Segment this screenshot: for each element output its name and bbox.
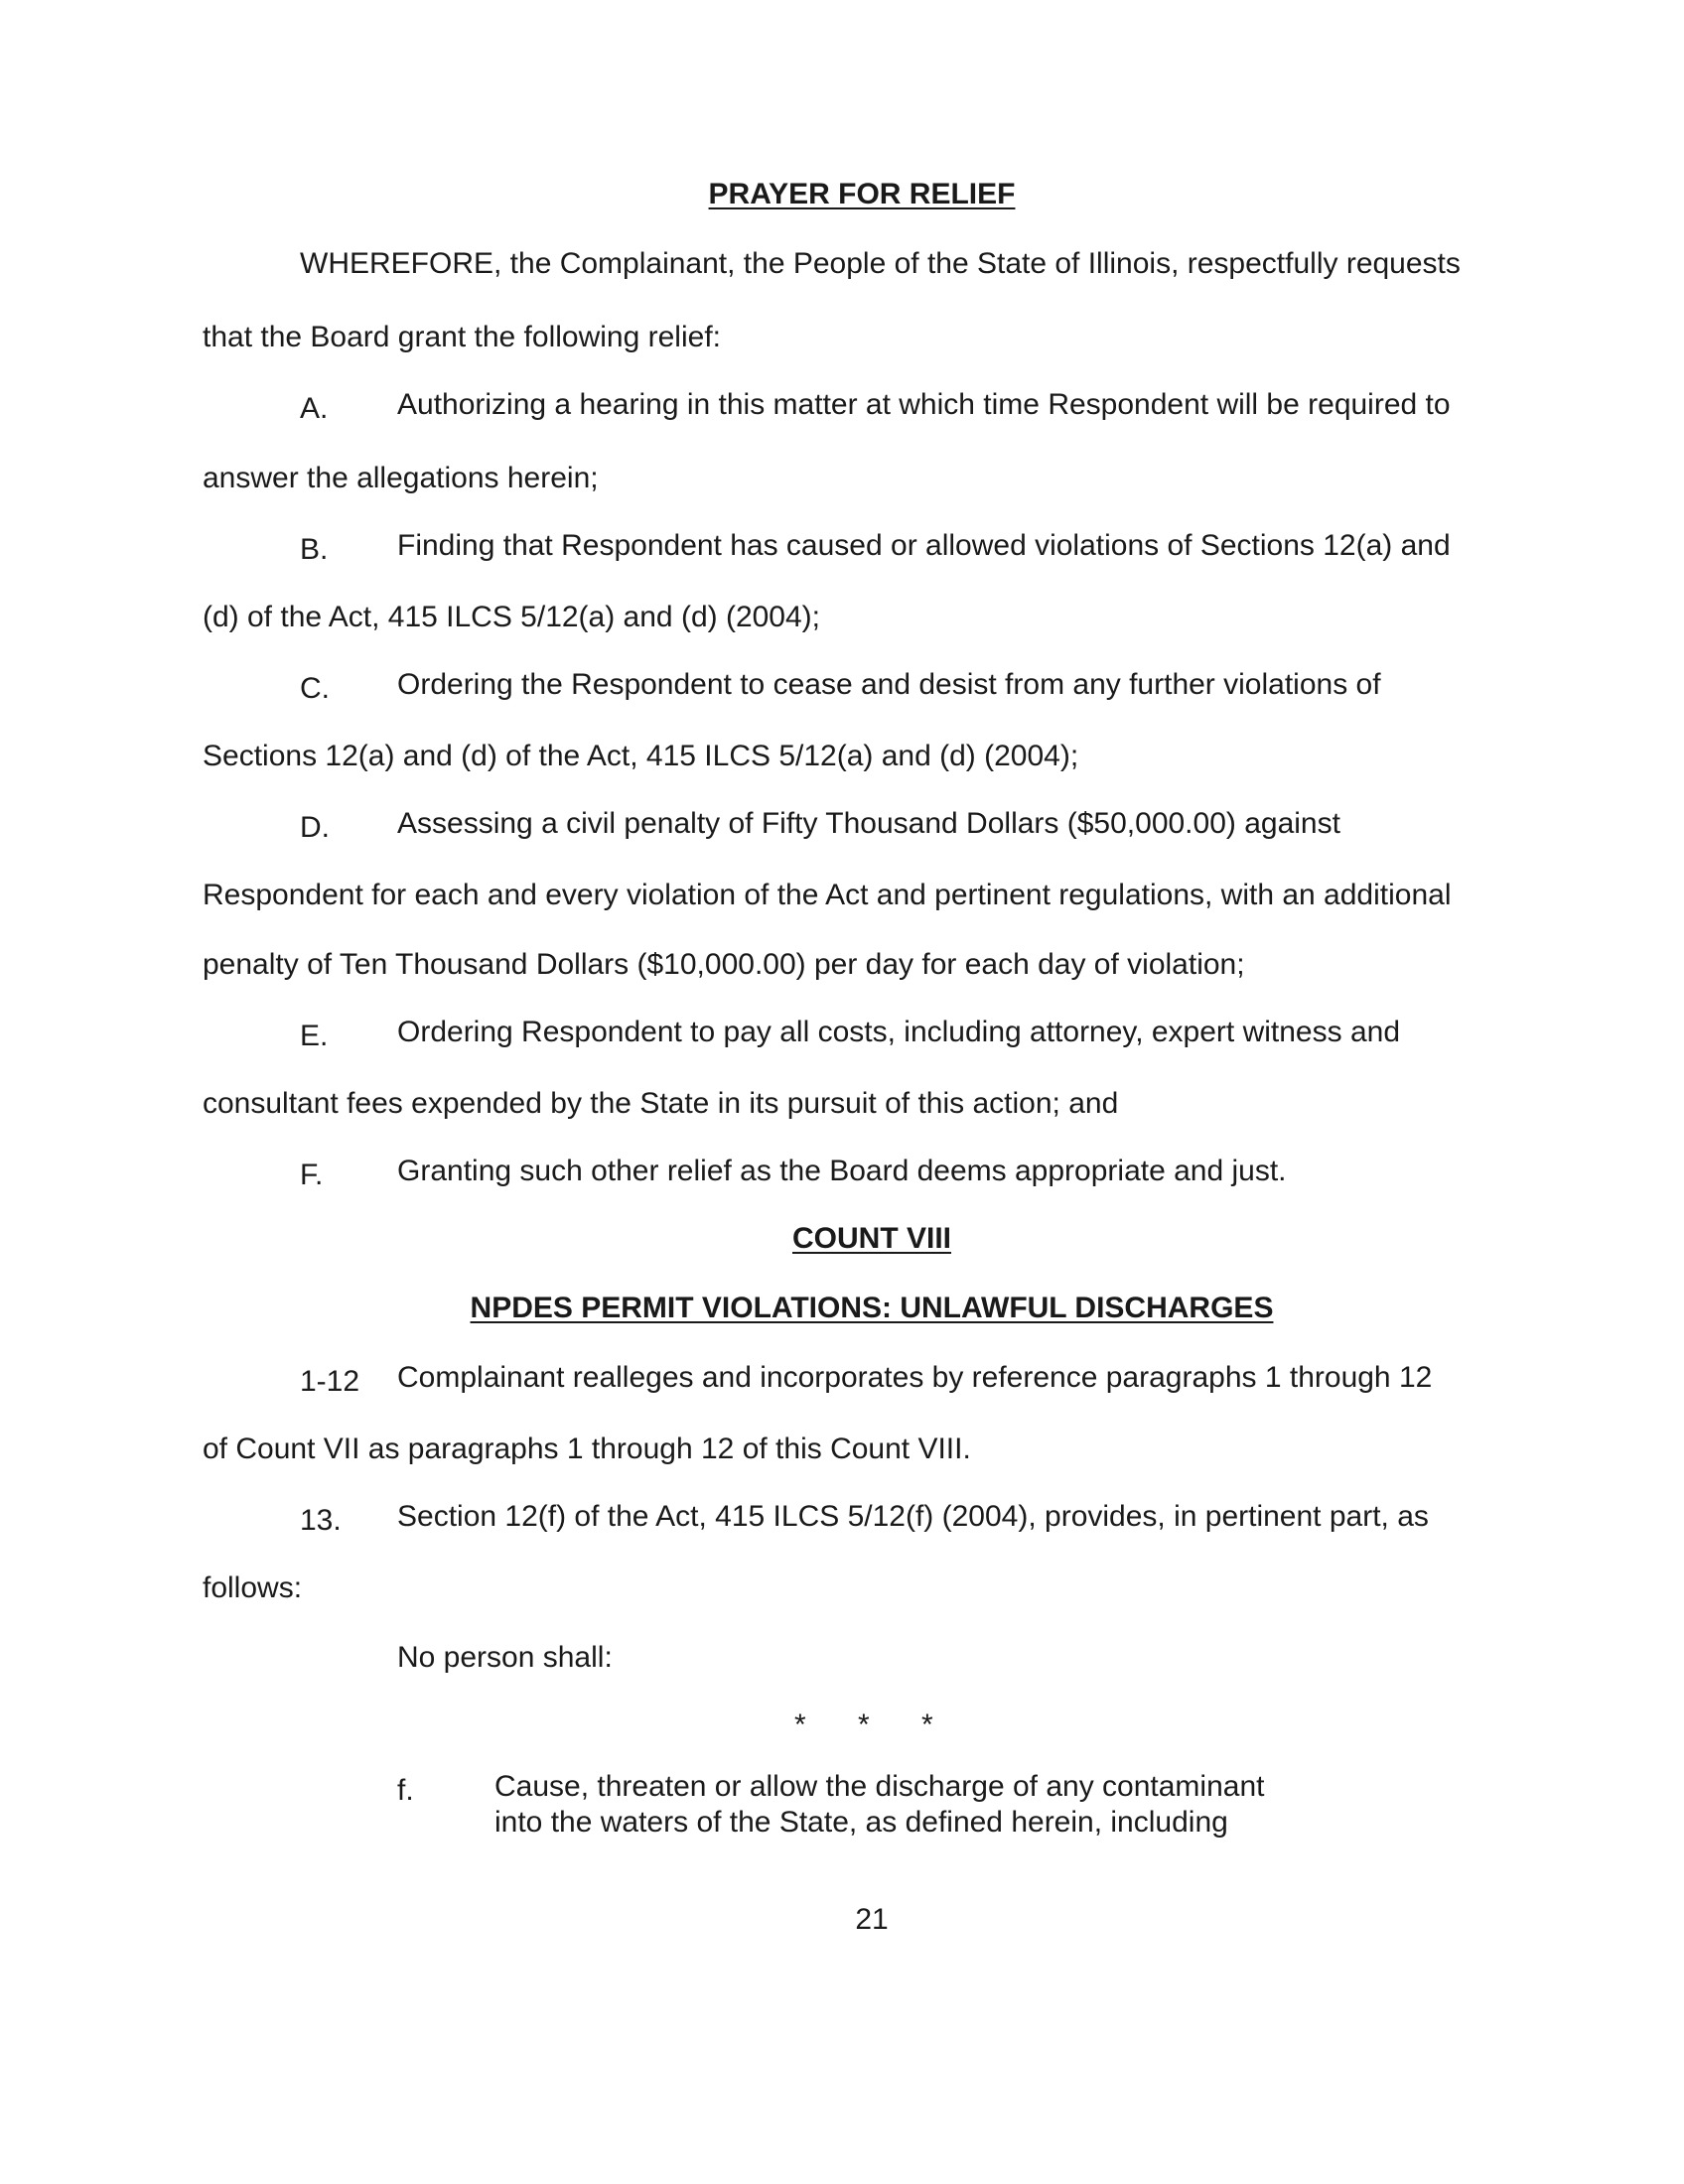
ellipsis-stars: * * * bbox=[794, 1708, 955, 1741]
quote-item-line1: Cause, threaten or allow the discharge of any contaminant bbox=[494, 1770, 1265, 1803]
count-heading: COUNT VIII bbox=[791, 1222, 951, 1255]
item-a-line2: answer the allegations herein; bbox=[203, 462, 599, 494]
item-f-line1: Granting such other relief as the Board deems appropriate and just. bbox=[397, 1155, 1287, 1187]
para-13-line2: follows: bbox=[203, 1571, 303, 1604]
count-subheading: NPDES PERMIT VIOLATIONS: UNLAWFUL DISCHARGES bbox=[470, 1292, 1274, 1324]
item-c-label: C. bbox=[300, 672, 330, 705]
item-e-line1: Ordering Respondent to pay all costs, including attorney, expert witness and bbox=[397, 1016, 1401, 1048]
item-b-line1: Finding that Respondent has caused or allowed violations of Sections 12(a) and bbox=[397, 529, 1451, 562]
quote-item-line2: into the waters of the State, as defined herein, including bbox=[494, 1806, 1228, 1839]
para-13-label: 13. bbox=[300, 1504, 342, 1537]
item-b-label: B. bbox=[300, 533, 329, 566]
item-a-label: A. bbox=[300, 392, 329, 425]
item-d-line2: Respondent for each and every violation of the Act and pertinent regulations, with an additional bbox=[203, 879, 1452, 911]
quote-item-label: f. bbox=[397, 1774, 414, 1807]
prayer-heading: PRAYER FOR RELIEF bbox=[708, 178, 1016, 210]
para-13-line1: Section 12(f) of the Act, 415 ILCS 5/12(f) (2004), provides, in pertinent part, as bbox=[397, 1500, 1429, 1533]
page-number: 21 bbox=[855, 1903, 889, 1936]
item-c-line1: Ordering the Respondent to cease and desist from any further violations of bbox=[397, 668, 1381, 701]
item-c-line2: Sections 12(a) and (d) of the Act, 415 ILCS 5/12(a) and (d) (2004); bbox=[203, 740, 1079, 772]
prayer-intro-line2: that the Board grant the following relief: bbox=[203, 321, 721, 353]
para-1-12-label: 1-12 bbox=[300, 1365, 360, 1398]
item-f-label: F. bbox=[300, 1159, 324, 1191]
quote-intro: No person shall: bbox=[397, 1641, 613, 1674]
item-b-line2: (d) of the Act, 415 ILCS 5/12(a) and (d) (2004); bbox=[203, 601, 821, 633]
para-1-12-line2: of Count VII as paragraphs 1 through 12 of this Count VIII. bbox=[203, 1433, 971, 1465]
item-e-label: E. bbox=[300, 1020, 329, 1052]
item-e-line2: consultant fees expended by the State in its pursuit of this action; and bbox=[203, 1087, 1119, 1120]
para-1-12-line1: Complainant realleges and incorporates by reference paragraphs 1 through 12 bbox=[397, 1361, 1433, 1394]
item-d-line3: penalty of Ten Thousand Dollars ($10,000.00) per day for each day of violation; bbox=[203, 948, 1245, 981]
item-a-line1: Authorizing a hearing in this matter at which time Respondent will be required to bbox=[397, 388, 1451, 421]
item-d-line1: Assessing a civil penalty of Fifty Thousand Dollars ($50,000.00) against bbox=[397, 807, 1340, 840]
item-d-label: D. bbox=[300, 811, 330, 844]
prayer-intro-line1: WHEREFORE, the Complainant, the People of the State of Illinois, respectfully requests bbox=[300, 247, 1461, 280]
